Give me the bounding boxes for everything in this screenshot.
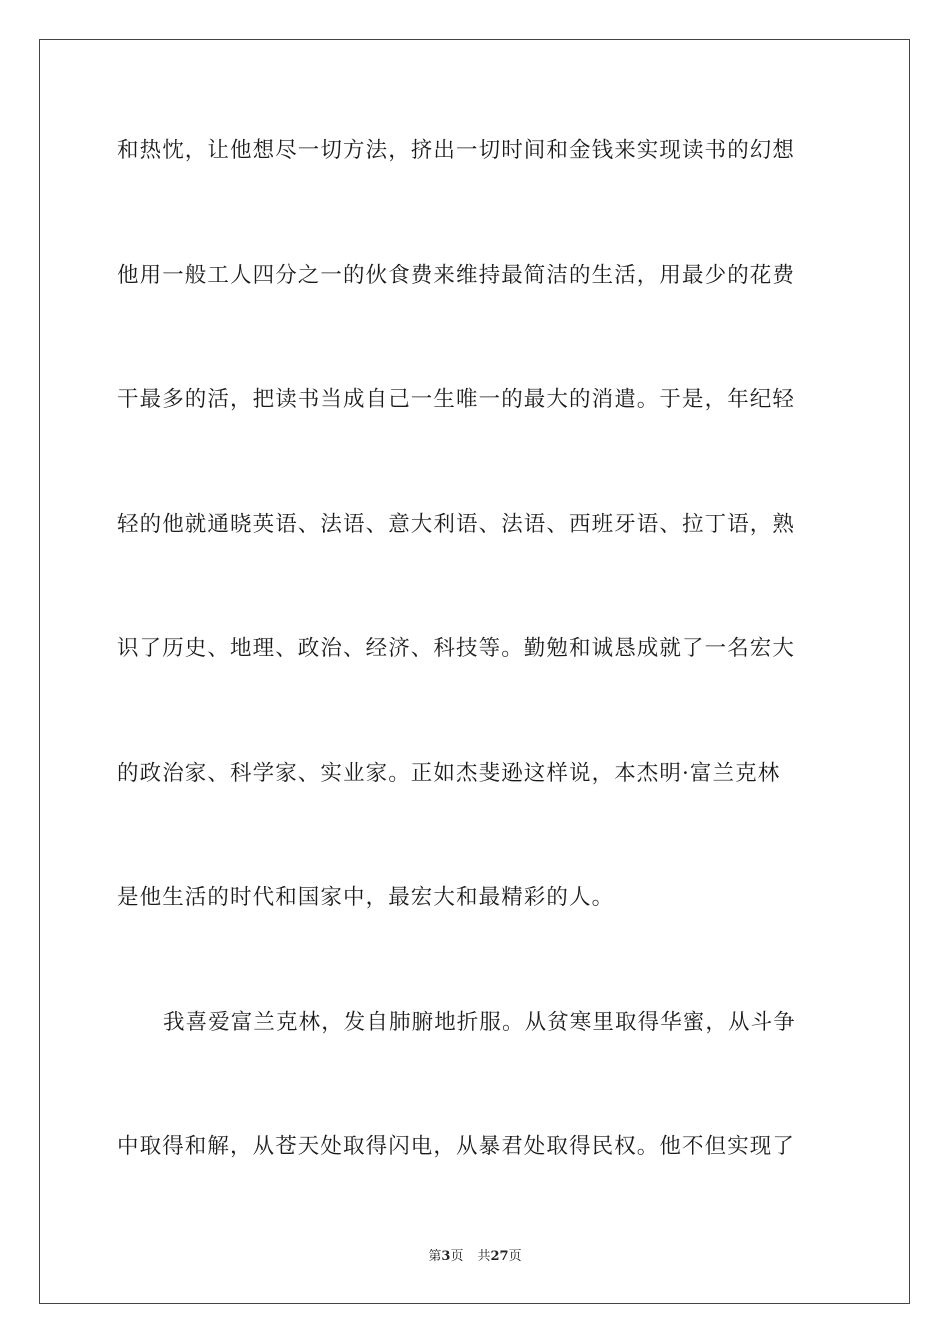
page-border bbox=[39, 39, 910, 1304]
paragraph-line: 是他生活的时代和国家中，最宏大和最精彩的人。 bbox=[117, 885, 615, 910]
total-label-suffix: 页 bbox=[508, 1249, 522, 1264]
paragraph-line: 中取得和解，从苍天处取得闪电，从暴君处取得民权。他不但实现了 bbox=[117, 1134, 796, 1159]
paragraph-line: 和热忱，让他想尽一切方法，挤出一切时间和金钱来实现读书的幻想 bbox=[117, 138, 796, 163]
paragraph-line: 的政治家、科学家、实业家。正如杰斐逊这样说，本杰明·富兰克林 bbox=[117, 761, 781, 786]
page-label-prefix: 第 bbox=[428, 1249, 442, 1264]
paragraph-first-line: 我喜爱富兰克林，发自肺腑地折服。从贫寒里取得华蜜，从斗争 bbox=[163, 1010, 796, 1035]
page-footer bbox=[0, 1248, 950, 1266]
paragraph-line: 干最多的活，把读书当成自己一生唯一的最大的消遣。于是，年纪轻 bbox=[117, 387, 796, 412]
paragraph-line: 轻的他就通晓英语、法语、意大利语、法语、西班牙语、拉丁语，熟 bbox=[117, 512, 796, 537]
page-number: 3 bbox=[441, 1249, 451, 1264]
total-label-prefix: 共 bbox=[477, 1249, 491, 1264]
total-pages: 27 bbox=[490, 1249, 509, 1264]
paragraph-line: 他用一般工人四分之一的伙食费来维持最简洁的生活，用最少的花费 bbox=[117, 263, 796, 288]
page-label-suffix: 页 bbox=[450, 1249, 464, 1264]
paragraph-line: 识了历史、地理、政治、经济、科技等。勤勉和诚恳成就了一名宏大 bbox=[117, 636, 796, 661]
